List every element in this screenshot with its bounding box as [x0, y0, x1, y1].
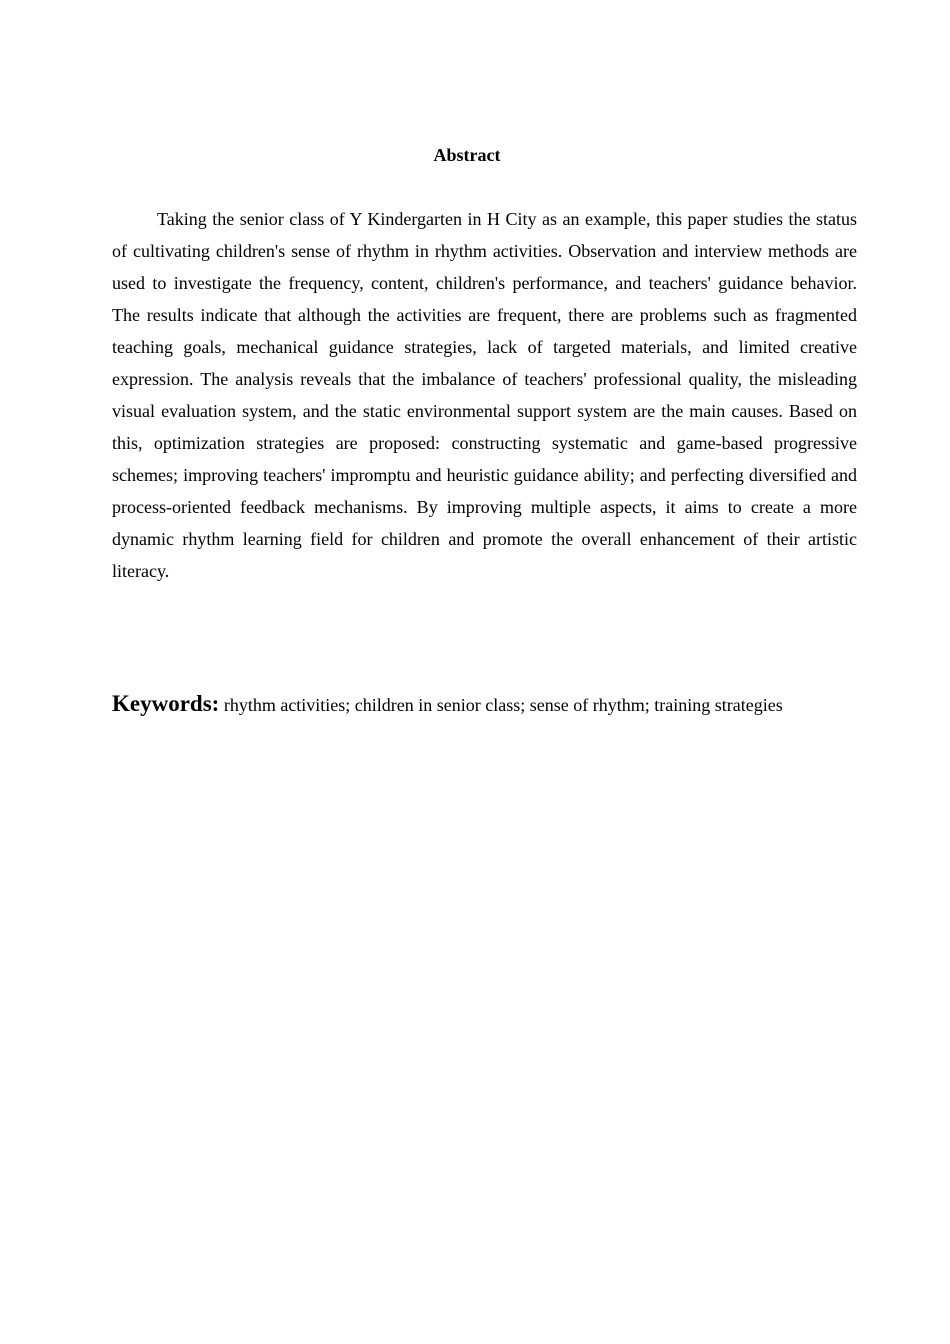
keywords-text: rhythm activities; children in senior class; sense of rhythm; training strategies — [223, 695, 783, 715]
keywords-line — [112, 688, 872, 721]
keywords-label: Keywords: — [112, 691, 220, 716]
abstract-title: Abstract — [433, 145, 501, 165]
abstract-body: Taking the senior class of Y Kindergarten in H City as an example, this paper studies the status of cultivating children's sense of rhythm in rhythm activities. Observation and interview methods are used to investigate the frequency, content, children's performance, and teachers' guidance behavior. The results indicate that although the activities are frequent, there are problems such as fragmented teaching goals, mechanical guidance strategies, lack of targeted materials, and limited creative expression. The analysis reveals that the imbalance of teachers' professional quality, the misleading visual evaluation system, and the static environmental support system are the main causes. Based on this, optimization strategies are proposed: constructing systematic and game-based progressive schemes; improving teachers' impromptu and heuristic guidance ability; and perfecting diversified and process-oriented feedback mechanisms. By improving multiple aspects, it aims to create a more dynamic rhythm learning field for children and promote the overall enhancement of their artistic literacy. — [112, 209, 857, 581]
